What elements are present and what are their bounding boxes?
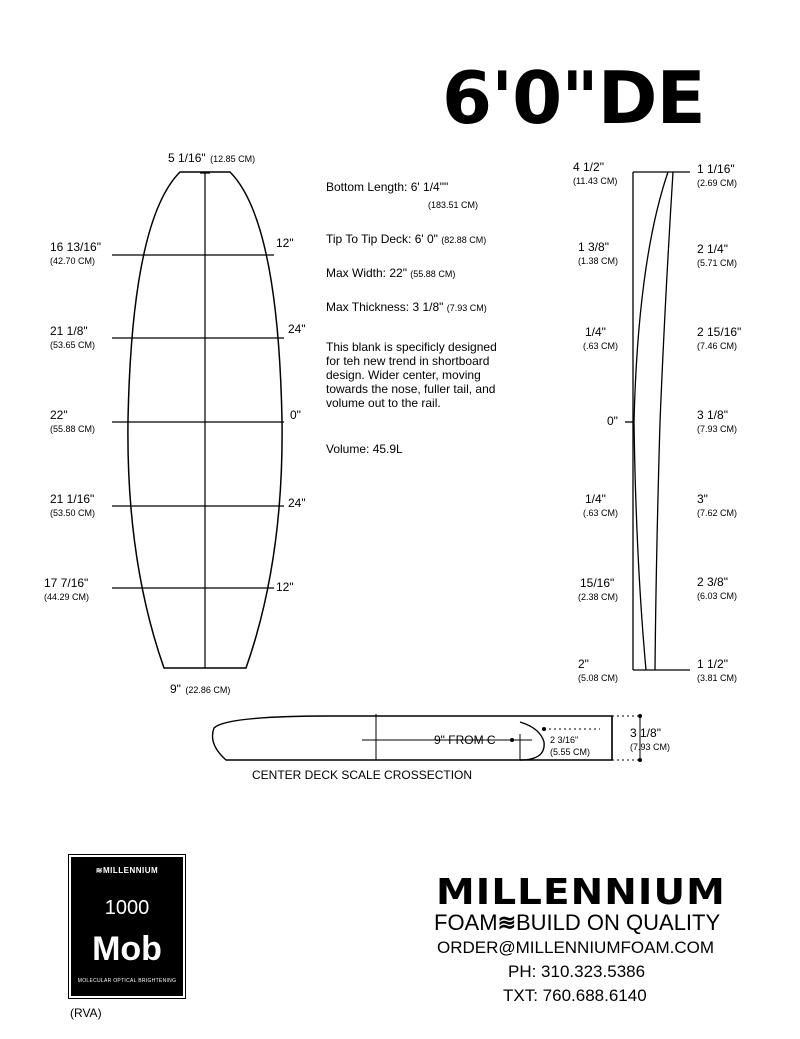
station-width-cm: (53.65 CM) — [50, 340, 96, 350]
description-line: design. Wider center, moving — [326, 368, 481, 382]
description — [326, 340, 497, 410]
rocker-left-cm: (.63 CM) — [583, 508, 619, 518]
tagline-foam: FOAM — [434, 910, 498, 935]
station-width-cm: (53.50 CM) — [50, 508, 96, 518]
rocker-right-value: 3" — [697, 492, 708, 506]
tail-width-cm: (22.86 CM) — [185, 685, 231, 695]
company-phone: PH: 310.323.5386 — [508, 962, 646, 981]
station-width: 22" — [50, 408, 68, 422]
thickness-label: 3 1/8" — [630, 726, 661, 740]
rocker-left-cm: (11.43 CM) — [573, 176, 618, 186]
rocker-right-cm: (3.81 CM) — [697, 673, 738, 683]
description-line: This blank is specificly designed — [326, 340, 497, 354]
tip-to-tip-value: Tip To Tip Deck: 6' 0" — [326, 232, 438, 246]
nose-width-cm: (12.85 CM) — [210, 154, 256, 164]
company-text: TXT: 760.688.6140 — [503, 986, 647, 1005]
rocker-right-cm: (5.71 CM) — [697, 258, 738, 268]
rocker-right-value: 3 1/8" — [697, 408, 728, 422]
rocker-left-value: 15/16" — [580, 576, 615, 590]
from-center-label: 9" FROM C — [434, 733, 496, 747]
crossection-caption: CENTER DECK SCALE CROSSECTION — [252, 768, 473, 782]
rocker-left-value: 1/4" — [585, 325, 606, 339]
bottom-length: Bottom Length: 6' 1/4"" — [326, 180, 449, 194]
badge-number: 1000 — [104, 897, 150, 919]
tail-width: 9" — [170, 682, 181, 696]
station-position: 24" — [288, 496, 306, 510]
tagline-quality: BUILD ON QUALITY — [516, 910, 721, 935]
rocker-left-value: 1 3/8" — [578, 240, 609, 254]
rocker-left-cm: (1.38 CM) — [578, 256, 619, 266]
rocker-right-value: 2 1/4" — [697, 242, 728, 256]
rocker-right-value: 1 1/16" — [697, 162, 735, 176]
rocker-right-value: 2 15/16" — [697, 325, 742, 339]
rocker-left-cm: (5.08 CM) — [578, 673, 619, 683]
max-thickness-cm: (7.93 CM) — [446, 303, 487, 313]
rocker-left-value: 0" — [607, 414, 618, 428]
max-thickness-value: Max Thickness: 3 1/8" — [326, 300, 444, 314]
rocker-right-cm: (6.03 CM) — [697, 591, 738, 601]
rail-label: 2 3/16" — [550, 735, 579, 745]
description-line: volume out to the rail. — [326, 396, 441, 410]
station-position: 12" — [276, 580, 294, 594]
station-width: 16 13/16" — [50, 240, 101, 254]
max-width — [326, 266, 455, 280]
bottom-length-cm: (183.51 CM) — [428, 200, 479, 210]
station-width: 21 1/8" — [50, 324, 88, 338]
company-name: MILLENNIUM — [436, 872, 726, 913]
wave-icon: ≋ — [95, 866, 103, 875]
tail-width-label — [170, 680, 230, 698]
max-width-cm: (55.88 CM) — [410, 269, 456, 279]
max-thickness — [326, 300, 487, 314]
tip-to-tip-cm: (82.88 CM) — [441, 235, 487, 245]
description-line: for teh new trend in shortboard — [326, 354, 490, 368]
wave-icon: ≋ — [497, 910, 516, 935]
station-width-cm: (44.29 CM) — [44, 592, 90, 602]
mob-badge — [69, 855, 185, 998]
model-title: 6'0"DE — [442, 56, 705, 140]
rocker-left-cm: (.63 CM) — [583, 341, 619, 351]
rocker-right-cm: (7.46 CM) — [697, 341, 738, 351]
volume: Volume: 45.9L — [326, 442, 403, 456]
rocker-right-cm: (2.69 CM) — [697, 178, 738, 188]
rocker-right-value: 1 1/2" — [697, 657, 728, 671]
rocker-right-value: 2 3/8" — [697, 575, 728, 589]
station-width: 21 1/16" — [50, 492, 95, 506]
station-width-cm: (55.88 CM) — [50, 424, 96, 434]
nose-width: 5 1/16" — [168, 151, 206, 165]
tip-to-tip — [326, 232, 486, 246]
station-position: 24" — [288, 322, 306, 336]
station-position: 0" — [290, 408, 301, 422]
company-email: ORDER@MILLENNIUMFOAM.COM — [437, 938, 714, 957]
rail-cm-label: (5.55 CM) — [550, 747, 591, 757]
planshape-outline — [112, 172, 284, 668]
rocker-left-value: 4 1/2" — [573, 160, 604, 174]
thickness-cm-label: (7.93 CM) — [630, 742, 671, 752]
rocker-profile — [625, 172, 690, 670]
rocker-left-value: 1/4" — [585, 492, 606, 506]
badge-note: (RVA) — [70, 1006, 102, 1020]
max-width-value: Max Width: 22" — [326, 266, 407, 280]
rocker-right-cm: (7.93 CM) — [697, 424, 738, 434]
badge-brand — [71, 866, 183, 875]
rocker-left-value: 2" — [578, 657, 589, 671]
station-position: 12" — [276, 236, 294, 250]
company-tagline — [434, 910, 720, 936]
station-width: 17 7/16" — [44, 576, 89, 590]
rocker-left-cm: (2.38 CM) — [578, 592, 619, 602]
station-width-cm: (42.70 CM) — [50, 256, 96, 266]
badge-subtitle: MOLECULAR OPTICAL BRIGHTENING — [77, 978, 177, 984]
nose-width-label — [168, 149, 255, 167]
rocker-right-cm: (7.62 CM) — [697, 508, 738, 518]
badge-code: Mob — [92, 930, 162, 968]
description-line: towards the nose, fuller tail, and — [326, 382, 496, 396]
badge-brand-text: MILLENNIUM — [102, 866, 159, 875]
